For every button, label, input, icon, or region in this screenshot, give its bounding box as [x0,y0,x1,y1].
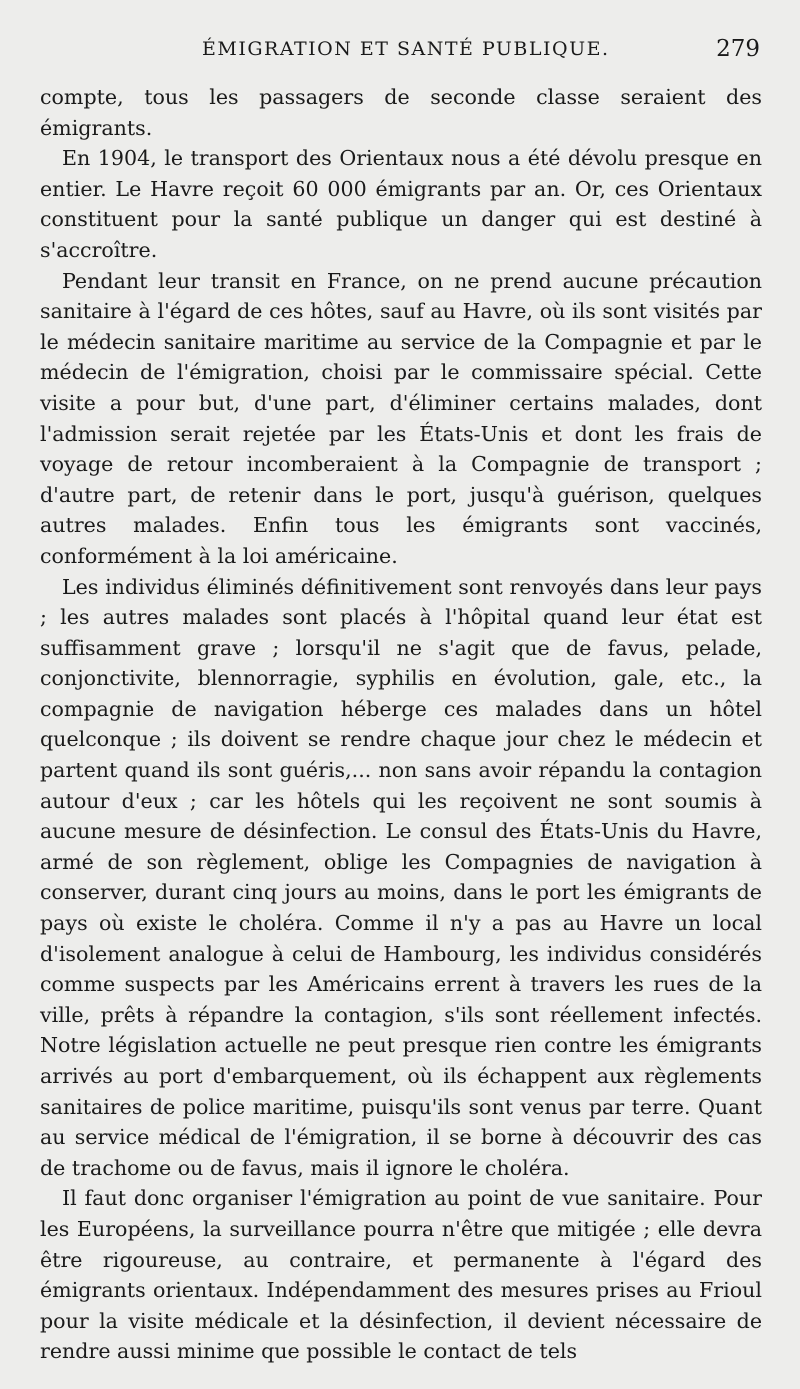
paragraph: Il faut donc organiser l'émigration au point de vue sanitaire. Pour les Européens, la surveillance pourra n'être que mitigée ; elle devra être rigoureuse, au contraire, et permanente à l'égard des émigrants orientaux. Indépendamment des mesures prises au Frioul pour la visite médicale et la désinfection, il devient nécessaire de rendre aussi minime que possible le contact de tels [40,1186,762,1364]
paragraph: En 1904, le transport des Orientaux nous a été dévolu presque en entier. Le Havre reçoit 60 000 émigrants par an. Or, ces Orientaux constituent pour la santé publique un danger qui est destiné à s'accroître. [40,146,762,262]
paragraph-continuation: compte, tous les passagers de seconde classe seraient des émigrants. [40,85,762,140]
running-title: ÉMIGRATION ET SANTÉ PUBLIQUE. [202,38,610,60]
page-number: 279 [716,36,760,62]
body-text [40,82,762,1367]
paragraph: Les individus éliminés définitivement sont renvoyés dans leur pays ; les autres malades sont placés à l'hôpital quand leur état est suffisamment grave ; lorsqu'il ne s'agit que de favus, pelade, conjonctivite, blennorragie, syphilis en évolution, gale, etc., la compagnie de navigation héberge ces malades dans un hôtel quelconque ; ils doivent se rendre chaque jour chez le médecin et partent quand ils sont guéris,... non sans avoir répandu la contagion autour d'eux ; car les hôtels qui les reçoivent ne sont soumis à aucune mesure de désinfection. Le consul des États-Unis du Havre, armé de son règlement, oblige les Compagnies de navigation à conserver, durant cinq jours au moins, dans le port les émigrants de pays où existe le choléra. Comme il n'y a pas au Havre un local d'isolement analogue à celui de Hambourg, les individus considérés comme suspects par les Américains errent à travers les rues de la ville, prêts à répandre la contagion, s'ils sont réellement infectés. Notre législation actuelle ne peut presque rien contre les émigrants arrivés au port d'embarquement, où ils échappent aux règlements sanitaires de police maritime, puisqu'ils sont venus par terre. Quant au service médical de l'émigration, il se borne à découvrir des cas de trachome ou de favus, mais il ignore le choléra. [40,574,762,1180]
running-head [40,36,762,82]
paragraph: Pendant leur transit en France, on ne prend aucune précaution sanitaire à l'égard de ces hôtes, sauf au Havre, où ils sont visités par le médecin sanitaire maritime au service de la Compagnie et par le médecin de l'émigration, choisi par le commissaire spécial. Cette visite a pour but, d'une part, d'éliminer certains malades, dont l'admission serait rejetée par les États-Unis et dont les frais de voyage de retour incomberaient à la Compagnie de transport ; d'autre part, de retenir dans le port, jusqu'à guérison, quelques autres malades. Enfin tous les émigrants sont vaccinés, conformément à la loi américaine. [40,268,762,568]
